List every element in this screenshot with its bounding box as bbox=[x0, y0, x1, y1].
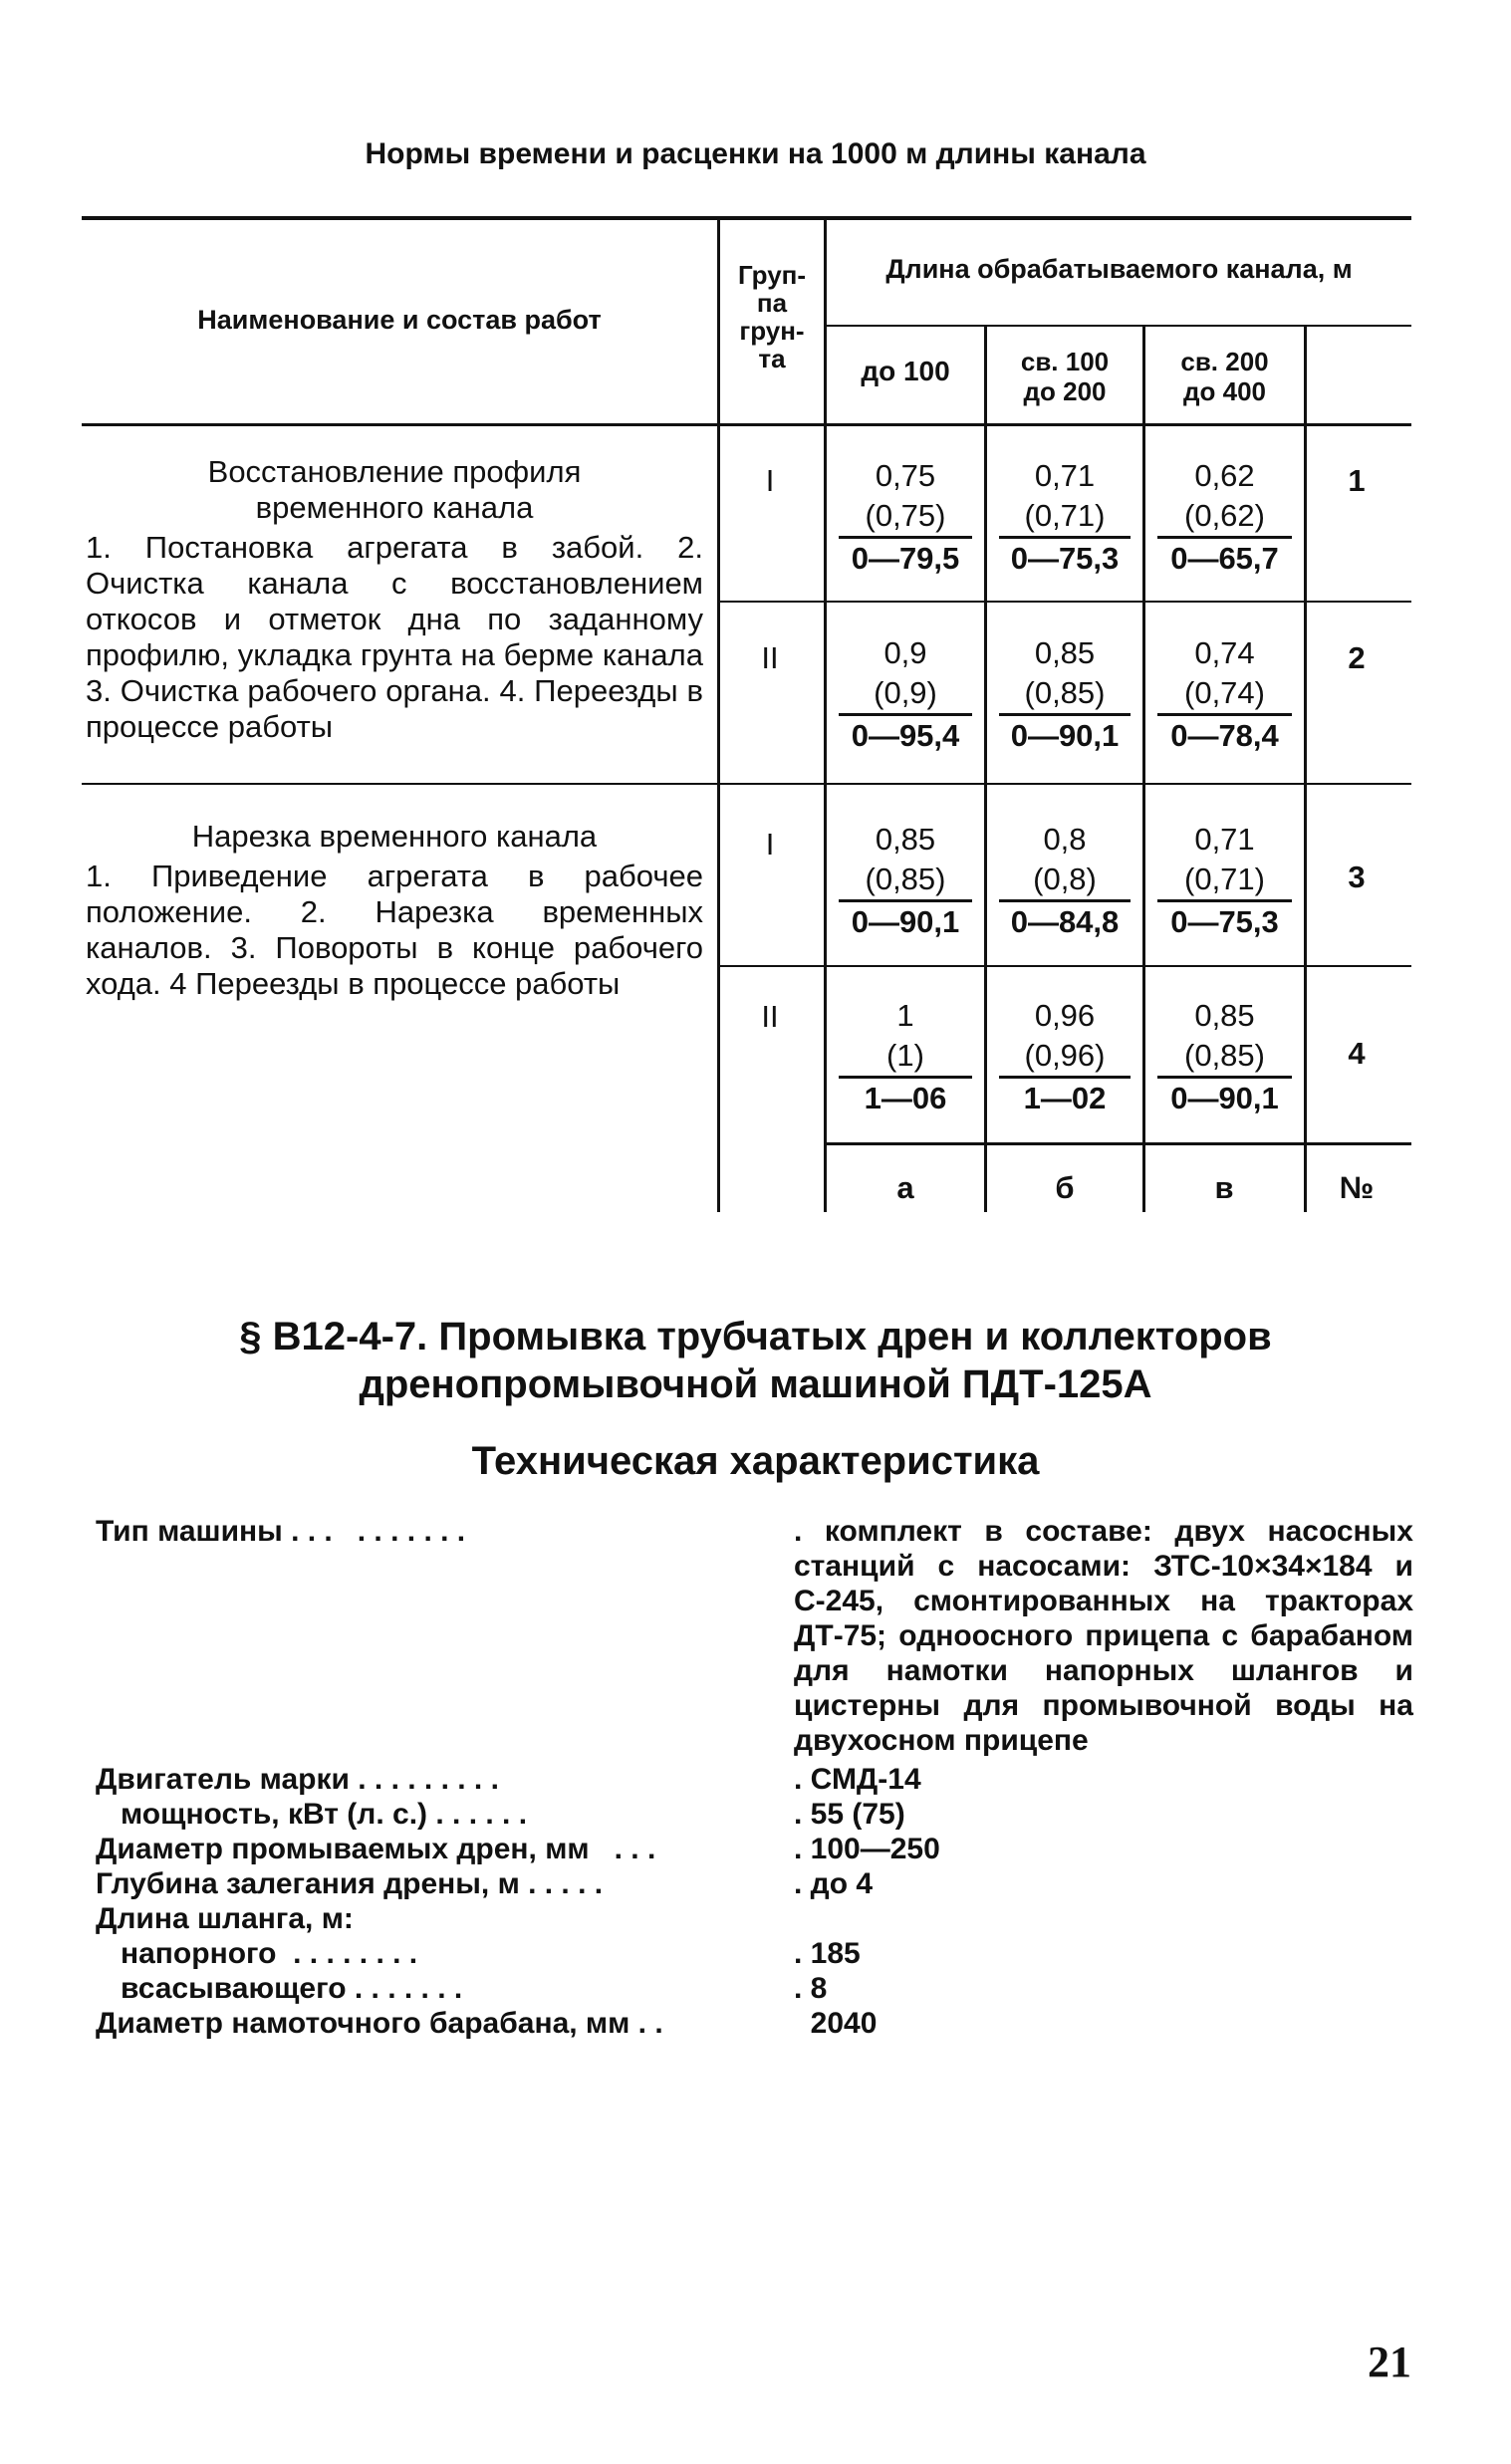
page-number: 21 bbox=[1368, 2338, 1411, 2386]
spec-value: 2040 bbox=[794, 2007, 878, 2040]
spec-label: Глубина залегания дрены, м . . . . . bbox=[96, 1867, 604, 1900]
soil-group: I bbox=[765, 463, 775, 498]
work-title: Нарезка временного канала bbox=[191, 819, 598, 854]
work-description bbox=[86, 454, 703, 745]
work-title: Восстановление профиля временного канала bbox=[207, 454, 582, 525]
work-description bbox=[86, 819, 703, 1002]
spec-label: Двигатель марки . . . . . . . . . bbox=[96, 1763, 499, 1796]
spec-value: . СМД-14 bbox=[794, 1763, 921, 1796]
subtitle: Техническая характеристика bbox=[471, 1439, 1040, 1483]
spec-label: напорного . . . . . . . . bbox=[96, 1937, 418, 1970]
spec-label: Диаметр намоточного барабана, мм . . bbox=[96, 2007, 663, 2040]
header-length: Длина обрабатываемого канала, м bbox=[885, 254, 1353, 284]
soil-group: I bbox=[765, 827, 775, 862]
header-group: Груп- па грун- та bbox=[737, 260, 807, 373]
header-name: Наименование и состав работ bbox=[197, 305, 602, 335]
spec-value: . 185 bbox=[794, 1937, 861, 1970]
table-caption: Нормы времени и расценки на 1000 м длины канала bbox=[365, 137, 1146, 170]
spec-value: . 100—250 bbox=[794, 1833, 940, 1865]
spec-value: . 8 bbox=[794, 1972, 828, 2005]
spec-value: . 55 (75) bbox=[794, 1798, 905, 1831]
rate-cell: 0,62 (0,62) 0—65,7 bbox=[1145, 456, 1304, 579]
header-col-c: св. 200 до 400 bbox=[1180, 347, 1269, 406]
section-title: § В12-4-7. Промывка трубчатых дрен и коллекторов дренопромывочной машиной ПДТ-125А bbox=[239, 1315, 1272, 1406]
spec-label: Диаметр промываемых дрен, мм . . . bbox=[96, 1833, 656, 1865]
work-body: 1. Приведение агрегата в рабочее положение. 2. Нарезка временных каналов. 3. Повороты в конце рабочего хода. 4 Переезды в процессе работы bbox=[86, 859, 703, 1001]
rate-cell: 0,8 (0,8) 0—84,8 bbox=[987, 820, 1142, 942]
rate-cell: 0,71 (0,71) 0—75,3 bbox=[987, 456, 1142, 579]
spec-label: всасывающего . . . . . . . bbox=[96, 1972, 463, 2005]
soil-group: II bbox=[761, 640, 779, 675]
row-number: 2 bbox=[1348, 640, 1366, 675]
spec-label: Длина шланга, м: bbox=[96, 1902, 354, 1935]
rate-cell: 0,96 (0,96) 1—02 bbox=[987, 996, 1142, 1118]
spec-value: . комплект в составе: двух насосных станций с насосами: ЗТС-10×34×184 и С-245, смонтированных на тракторах ДТ-75; одноосного прицепа с барабаном для намотки напорных шлангов и цистерны для промывочной воды на двухосном прицепе bbox=[794, 1515, 1413, 1757]
row-number: 3 bbox=[1348, 860, 1366, 894]
rate-cell: 0,85 (0,85) 0—90,1 bbox=[1145, 996, 1304, 1118]
spec-label: Тип машины . . . . . . . . . . bbox=[96, 1515, 466, 1548]
column-letter: в bbox=[1214, 1170, 1234, 1205]
header-col-a: до 100 bbox=[861, 356, 950, 386]
soil-group: II bbox=[761, 999, 779, 1034]
rate-cell: 0,71 (0,71) 0—75,3 bbox=[1145, 820, 1304, 942]
row-number: 4 bbox=[1348, 1036, 1366, 1071]
rate-cell: 0,9 (0,9) 0—95,4 bbox=[827, 633, 984, 756]
rate-cell: 1 (1) 1—06 bbox=[827, 996, 984, 1118]
spec-value: . до 4 bbox=[794, 1867, 874, 1900]
rate-cell: 0,85 (0,85) 0—90,1 bbox=[987, 633, 1142, 756]
rate-cell: 0,75 (0,75) 0—79,5 bbox=[827, 456, 984, 579]
work-body: 1. Постановка агрегата в забой. 2. Очистка канала с восстановлением откосов и отметок дна по заданному профилю, укладка грунта на берме канала 3. Очистка рабочего органа. 4. Переезды в процессе работы bbox=[86, 530, 703, 744]
column-letter: б bbox=[1055, 1170, 1075, 1205]
row-number: 1 bbox=[1348, 463, 1366, 498]
header-col-b: св. 100 до 200 bbox=[1020, 347, 1110, 406]
rate-cell: 0,74 (0,74) 0—78,4 bbox=[1145, 633, 1304, 756]
rate-cell: 0,85 (0,85) 0—90,1 bbox=[827, 820, 984, 942]
spec-label: мощность, кВт (л. с.) . . . . . . bbox=[96, 1798, 528, 1831]
column-letter: № bbox=[1339, 1170, 1375, 1205]
column-letter: а bbox=[896, 1170, 914, 1205]
